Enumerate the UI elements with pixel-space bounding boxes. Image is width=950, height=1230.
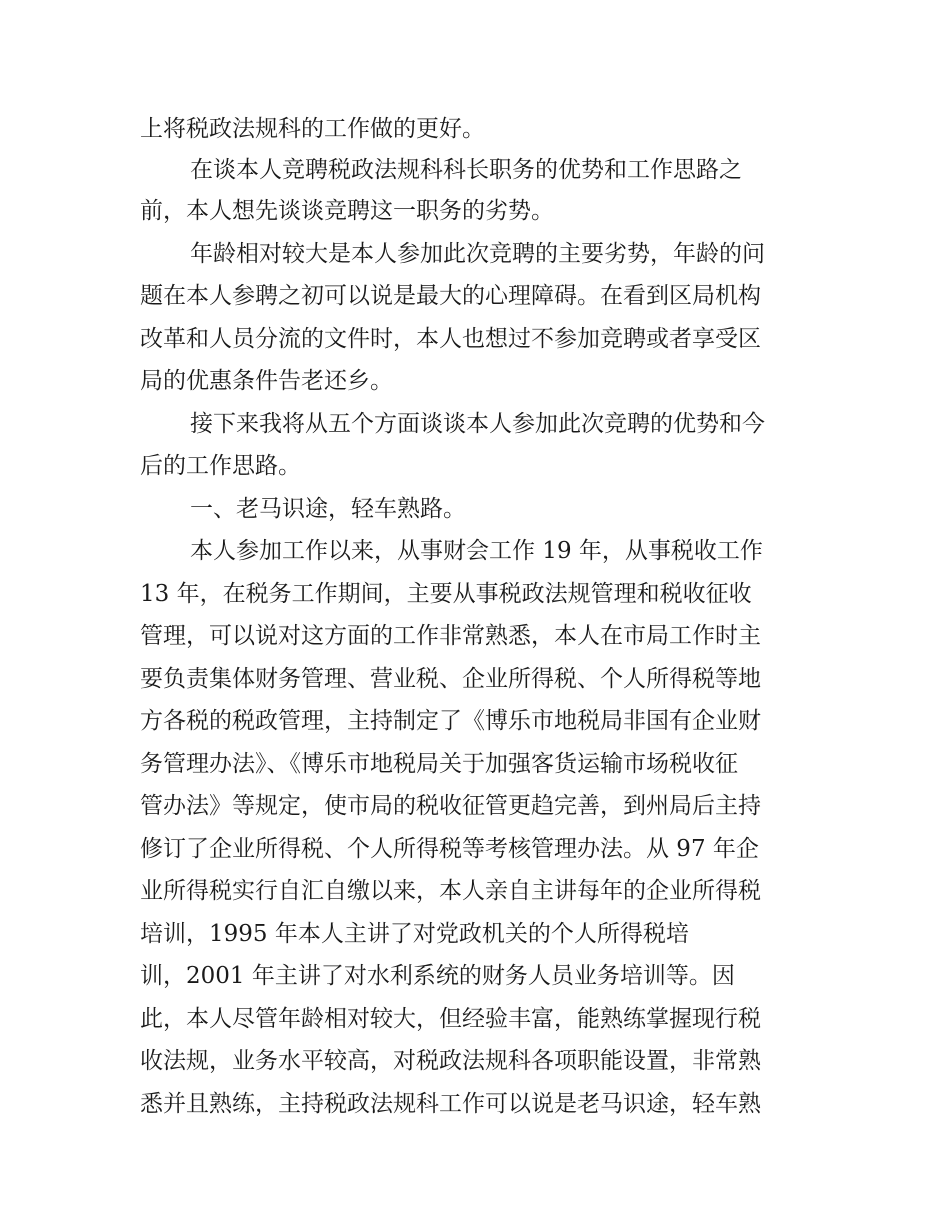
text-line: 年龄相对较大是本人参加此次竞聘的主要劣势，年龄的问 — [190, 241, 765, 267]
text-line: 此，本人尽管年龄相对较大，但经验丰富，能熟练掌握现行税 — [140, 1006, 761, 1032]
text-line: 收法规，业务水平较高，对税政法规科各项职能设置，非常熟 — [140, 1048, 761, 1074]
text-line: 修订了企业所得税、个人所得税等考核管理办法。从 97 年企 — [140, 836, 759, 862]
text-line: 培训，1995 年本人主讲了对党政机关的个人所得税培 — [140, 921, 689, 947]
section-heading: 一、老马识途，轻车熟路。 — [190, 496, 466, 522]
text-line: 在谈本人竞聘税政法规科科长职务的优势和工作思路之 — [190, 157, 742, 183]
text-line: 训，2001 年主讲了对水利系统的财务人员业务培训等。因 — [140, 963, 735, 989]
text-line: 要负责集体财务管理、营业税、企业所得税、个人所得税等地 — [140, 666, 761, 692]
text-line: 后的工作思路。 — [140, 453, 301, 479]
text-line: 题在本人参聘之初可以说是最大的心理障碍。在看到区局机构 — [140, 283, 761, 309]
text-line: 方各税的税政管理，主持制定了《博乐市地税局非国有企业财 — [140, 708, 761, 734]
text-line: 局的优惠条件告老还乡。 — [140, 368, 393, 394]
text-line: 管办法》等规定，使市局的税收征管更趋完善，到州局后主持 — [140, 793, 761, 819]
text-line: 13 年，在税务工作期间，主要从事税政法规管理和税收征收 — [140, 581, 752, 607]
text-line: 悉并且熟练，主持税政法规科工作可以说是老马识途，轻车熟 — [140, 1091, 761, 1117]
text-line: 改革和人员分流的文件时，本人也想过不参加竞聘或者享受区 — [140, 326, 761, 352]
text-line: 本人参加工作以来，从事财会工作 19 年，从事税收工作 — [190, 538, 763, 564]
text-line: 管理，可以说对这方面的工作非常熟悉，本人在市局工作时主 — [140, 623, 761, 649]
text-line: 业所得税实行自汇自缴以来，本人亲自主讲每年的企业所得税 — [140, 878, 761, 904]
text-line: 接下来我将从五个方面谈谈本人参加此次竞聘的优势和今 — [190, 411, 765, 437]
text-line: 前，本人想先谈谈竞聘这一职务的劣势。 — [140, 198, 554, 224]
text-line: 务管理办法》、《博乐市地税局关于加强客货运输市场税收征 — [140, 751, 738, 777]
text-line: 上将税政法规科的工作做的更好。 — [140, 116, 485, 142]
